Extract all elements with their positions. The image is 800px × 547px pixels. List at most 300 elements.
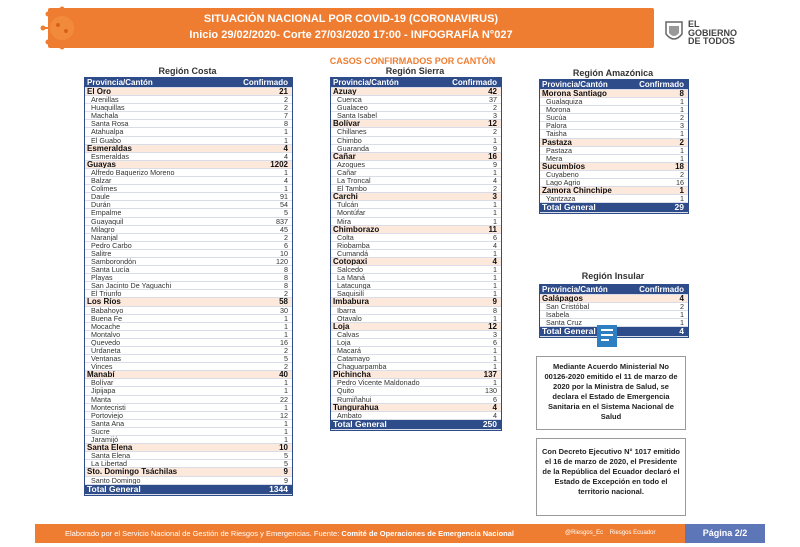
canton-row-value: 1 <box>680 154 684 163</box>
canton-row-value: 2 <box>284 96 288 105</box>
canton-row-name: Santa Ana <box>91 419 125 428</box>
province-row <box>85 161 292 169</box>
province-row-value: 10 <box>279 444 288 453</box>
canton-row-name: Isabela <box>546 311 570 320</box>
total-row <box>540 203 688 213</box>
canton-row <box>85 96 292 104</box>
canton-row <box>331 396 501 404</box>
canton-row-value: 8 <box>284 282 288 291</box>
canton-row-name: Babahoyo <box>91 306 124 315</box>
canton-row <box>85 347 292 355</box>
canton-row-value: 1 <box>493 282 497 291</box>
canton-row-name: Colta <box>337 233 354 242</box>
province-row-value: 18 <box>675 162 684 171</box>
canton-row-value: 1 <box>284 427 288 436</box>
canton-row-name: Catamayo <box>337 355 370 364</box>
canton-row <box>331 169 501 177</box>
canton-row-name: Vinces <box>91 363 113 372</box>
canton-row-name: Ventanas <box>91 355 121 364</box>
facebook-handle[interactable]: Riesgos Ecuador <box>609 530 656 536</box>
canton-row-name: Azogues <box>337 160 365 169</box>
canton-row <box>331 96 501 104</box>
province-row <box>331 153 501 161</box>
canton-row <box>85 307 292 315</box>
canton-row-name: Playas <box>91 274 113 283</box>
canton-row-value: 45 <box>280 225 288 234</box>
canton-row <box>331 128 501 136</box>
footer-social <box>565 530 655 536</box>
canton-row-value: 5 <box>284 452 288 461</box>
canton-row-name: Cañar <box>337 168 357 177</box>
province-row-name: Galápagos <box>542 295 583 303</box>
canton-row-value: 1 <box>284 330 288 339</box>
canton-row-name: Santa Lucía <box>91 266 130 275</box>
canton-row-name: Riobamba <box>337 241 370 250</box>
virus-icon <box>40 6 84 50</box>
canton-row <box>85 387 292 395</box>
canton-row-value: 2 <box>284 290 288 299</box>
canton-row-value: 1 <box>493 347 497 355</box>
canton-row-name: Santa Cruz <box>546 319 582 328</box>
canton-row-value: 16 <box>676 179 684 188</box>
canton-row-value: 30 <box>280 306 288 315</box>
canton-row-value: 1 <box>680 146 684 155</box>
canton-row-name: Milagro <box>91 225 115 234</box>
canton-row-value: 120 <box>276 257 288 266</box>
footer-credit <box>65 529 514 538</box>
footer-credit-text: Elaborado por el Servicio Nacional de Gestión de Riesgos y Emergencias. Fuente: <box>65 529 340 538</box>
province-row-name: Azuay <box>333 88 357 96</box>
amazonica-title: Región Amazónica <box>572 68 654 78</box>
province-row <box>540 163 688 171</box>
canton-row <box>85 120 292 128</box>
canton-row-name: Manta <box>91 395 111 404</box>
province-row-value: 4 <box>679 295 684 303</box>
canton-row <box>331 347 501 355</box>
province-row <box>85 88 292 96</box>
province-row <box>85 444 292 452</box>
canton-row-value: 5 <box>284 209 288 218</box>
canton-row-value: 4 <box>493 241 497 250</box>
note-emergencia-sanitaria: Mediante Acuerdo Ministerial No 00126-2020 emitido el 11 de marzo de 2020 por la Ministra de Salud, se declara el Estado de Emergencia Sanitaria en el Sistema Nacional de Salud <box>536 356 686 430</box>
canton-row-value: 8 <box>284 266 288 275</box>
canton-row-value: 2 <box>284 104 288 113</box>
canton-row-value: 12 <box>280 411 288 420</box>
canton-row <box>331 201 501 209</box>
canton-row-name: Santa Isabel <box>337 112 377 121</box>
canton-row <box>85 153 292 161</box>
canton-row <box>331 145 501 153</box>
province-row-name: Pastaza <box>542 138 572 147</box>
canton-row-value: 837 <box>276 217 288 226</box>
canton-row <box>331 412 501 420</box>
province-row <box>540 295 688 303</box>
canton-row <box>540 147 688 155</box>
canton-row-value: 1 <box>680 195 684 204</box>
canton-row-value: 1 <box>284 322 288 331</box>
canton-row-name: Ibarra <box>337 306 356 315</box>
canton-row-value: 10 <box>280 249 288 258</box>
canton-row-name: Gualaquiza <box>546 98 583 107</box>
canton-row <box>331 355 501 363</box>
province-row <box>85 145 292 153</box>
canton-row-name: Pedro Carbo <box>91 241 132 250</box>
total-row-value: 250 <box>482 419 497 429</box>
canton-row <box>85 104 292 112</box>
province-row <box>331 120 501 128</box>
canton-row-name: Buena Fe <box>91 314 123 323</box>
canton-row-name: Empalme <box>91 209 122 218</box>
canton-row-name: San Cristóbal <box>546 303 590 312</box>
province-row-value: 3 <box>492 193 497 202</box>
province-row <box>331 404 501 412</box>
canton-row-name: Mocache <box>91 322 121 331</box>
canton-row <box>85 420 292 428</box>
canton-row <box>85 315 292 323</box>
canton-row-value: 4 <box>493 411 497 420</box>
province-row-value: 9 <box>492 298 497 307</box>
canton-row-value: 37 <box>489 96 497 105</box>
canton-row-name: Calvas <box>337 330 359 339</box>
canton-row-name: San Jacinto De Yaguachi <box>91 282 172 291</box>
canton-row-value: 1 <box>680 106 684 115</box>
canton-row <box>331 331 501 339</box>
province-row-name: Zamora Chinchipe <box>542 187 612 196</box>
total-row <box>331 420 501 430</box>
canton-row <box>540 122 688 130</box>
province-row <box>540 90 688 98</box>
canton-row-value: 5 <box>284 355 288 364</box>
canton-row <box>85 177 292 185</box>
canton-row <box>85 234 292 242</box>
canton-row-name: Jaramijó <box>91 436 119 445</box>
canton-row-value: 1 <box>284 403 288 412</box>
page-number: Página 2/2 <box>685 524 765 543</box>
canton-row-value: 6 <box>284 241 288 250</box>
total-row-name: Total General <box>87 484 141 494</box>
canton-row <box>331 112 501 120</box>
header-title: SITUACIÓN NACIONAL POR COVID-19 (CORONAVIRUS) <box>203 13 499 25</box>
province-row-value: 21 <box>279 88 288 96</box>
twitter-handle[interactable]: @Riesgos_Ec <box>565 530 604 536</box>
canton-row-name: Guaranda <box>337 144 369 153</box>
province-row-name: Santa Elena <box>87 444 133 453</box>
canton-row-name: Quevedo <box>91 338 121 347</box>
canton-row-value: 8 <box>493 306 497 315</box>
province-row-name: Cotopaxi <box>333 257 368 266</box>
canton-row-value: 1 <box>493 201 497 210</box>
canton-row <box>85 339 292 347</box>
table-header-name: Provincia/Cantón <box>542 80 608 89</box>
canton-row <box>85 477 292 485</box>
canton-row <box>540 195 688 203</box>
total-row-value: 29 <box>674 203 684 213</box>
province-row <box>331 88 501 96</box>
canton-row-name: Huaquillas <box>91 104 125 113</box>
table-header-name: Provincia/Cantón <box>87 78 153 87</box>
canton-row-name: Quito <box>337 387 355 396</box>
canton-row-name: Esmeraldas <box>91 152 129 161</box>
canton-row-value: 2 <box>493 104 497 113</box>
canton-row-name: Salcedo <box>337 266 363 275</box>
casos-title: CASOS CONFIRMADOS POR CANTÓN <box>329 56 496 66</box>
canton-row-name: Urdaneta <box>91 347 121 355</box>
canton-row-value: 4 <box>284 152 288 161</box>
province-row-name: Carchi <box>333 193 358 202</box>
canton-row <box>85 258 292 266</box>
canton-row-name: Pedro Vicente Maldonado <box>337 379 420 388</box>
total-row-value: 4 <box>679 327 684 337</box>
canton-row-name: Morona <box>546 106 571 115</box>
canton-row-value: 1 <box>493 217 497 226</box>
canton-row-value: 1 <box>493 363 497 372</box>
canton-row <box>85 185 292 193</box>
canton-row-value: 3 <box>680 122 684 131</box>
canton-row-name: Yantzaza <box>546 195 576 204</box>
canton-row-value: 91 <box>280 193 288 202</box>
canton-row-name: Gualaceo <box>337 104 368 113</box>
canton-row-name: Durán <box>91 201 111 210</box>
canton-row <box>331 185 501 193</box>
province-row-value: 4 <box>492 257 497 266</box>
canton-row-name: Atahualpa <box>91 128 124 137</box>
canton-row <box>331 290 501 298</box>
header-subtitle: Inicio 29/02/2020- Corte 27/03/2020 17:00 - INFOGRAFÍA N°027 <box>189 29 513 41</box>
canton-row-name: Sucúa <box>546 114 567 123</box>
province-row-name: Pichincha <box>333 371 371 380</box>
canton-row <box>85 379 292 387</box>
total-row-name: Total General <box>542 327 596 337</box>
province-row-name: Loja <box>333 322 350 331</box>
canton-row-name: El Tambo <box>337 185 367 194</box>
canton-row-value: 1 <box>284 185 288 194</box>
logo-line-2: GOBIERNO <box>688 27 738 38</box>
table-header-value: Confirmado <box>243 78 288 87</box>
total-row-name: Total General <box>542 203 596 213</box>
canton-row <box>540 114 688 122</box>
canton-row <box>331 234 501 242</box>
province-row-value: 9 <box>283 468 288 477</box>
canton-row-name: Pastaza <box>546 146 572 155</box>
logo-line-3: DE TODOS <box>688 36 735 46</box>
canton-row-value: 9 <box>493 160 497 169</box>
province-row-value: 8 <box>679 90 684 98</box>
canton-row-value: 1 <box>493 290 497 299</box>
canton-row <box>85 428 292 436</box>
province-row <box>331 226 501 234</box>
canton-row-name: Montalvo <box>91 330 121 339</box>
canton-row <box>85 250 292 258</box>
canton-row <box>85 290 292 298</box>
province-row-value: 40 <box>279 371 288 380</box>
table-header-name: Provincia/Cantón <box>333 78 399 87</box>
canton-row <box>85 201 292 209</box>
canton-row-value: 2 <box>680 170 684 179</box>
province-row-name: Morona Santiago <box>542 90 607 98</box>
canton-row <box>85 363 292 371</box>
canton-row-value: 1 <box>284 136 288 145</box>
canton-row <box>540 171 688 179</box>
canton-row-name: El Triunfo <box>91 290 122 299</box>
coat-of-arms-icon <box>664 20 684 44</box>
canton-row <box>85 460 292 468</box>
canton-row-value: 8 <box>284 120 288 129</box>
province-row-value: 4 <box>283 144 288 153</box>
canton-row-value: 1 <box>680 311 684 320</box>
province-row <box>331 323 501 331</box>
canton-row <box>85 242 292 250</box>
footer-source: Comité de Operaciones de Emergencia Nacional <box>341 529 514 538</box>
canton-row-name: Cuyabeno <box>546 170 579 179</box>
canton-row-value: 6 <box>493 233 497 242</box>
canton-row <box>85 128 292 136</box>
canton-row-value: 1 <box>493 274 497 283</box>
costa-table <box>84 77 293 496</box>
canton-row-name: Lago Agrio <box>546 179 581 188</box>
province-row-name: El Oro <box>87 88 112 96</box>
canton-row-value: 1 <box>284 379 288 388</box>
canton-row-value: 1 <box>493 379 497 388</box>
canton-row-name: Chillanes <box>337 128 367 137</box>
costa-title: Región Costa <box>158 66 217 76</box>
table-header <box>85 78 292 88</box>
province-row-name: Guayas <box>87 160 116 169</box>
canton-row <box>85 209 292 217</box>
province-row-value: 16 <box>488 152 497 161</box>
province-row <box>331 371 501 379</box>
canton-row-value: 9 <box>493 144 497 153</box>
province-row <box>85 371 292 379</box>
canton-row <box>85 137 292 145</box>
canton-row-name: Otavalo <box>337 314 362 323</box>
canton-row-name: Loja <box>337 338 351 347</box>
canton-row-value: 2 <box>680 114 684 123</box>
canton-row-name: Colimes <box>91 185 117 194</box>
canton-row-value: 1 <box>284 314 288 323</box>
canton-row-value: 1 <box>493 266 497 275</box>
logo-line-1: EL <box>688 19 700 29</box>
province-row-name: Esmeraldas <box>87 144 132 153</box>
canton-row <box>85 266 292 274</box>
government-logo <box>664 20 784 56</box>
canton-row <box>331 242 501 250</box>
canton-row-value: 2 <box>284 363 288 372</box>
canton-row <box>540 106 688 114</box>
sierra-title: Región Sierra <box>385 66 445 76</box>
canton-row-value: 1 <box>680 130 684 139</box>
canton-row-name: Daule <box>91 193 110 202</box>
canton-row-name: Chaguarpamba <box>337 363 387 372</box>
province-row <box>331 193 501 201</box>
canton-row <box>85 355 292 363</box>
canton-row <box>331 363 501 371</box>
canton-row-name: La Troncal <box>337 177 371 186</box>
canton-row <box>540 130 688 138</box>
canton-row <box>331 250 501 258</box>
canton-row <box>85 169 292 177</box>
canton-row-value: 1 <box>680 319 684 328</box>
canton-row-value: 1 <box>493 136 497 145</box>
canton-row-name: Bolívar <box>91 379 114 388</box>
province-row-value: 137 <box>483 371 497 380</box>
canton-row-value: 1 <box>680 98 684 107</box>
canton-row <box>331 177 501 185</box>
province-row-name: Cañar <box>333 152 356 161</box>
province-row-value: 12 <box>488 322 497 331</box>
canton-row <box>540 303 688 311</box>
canton-row <box>85 282 292 290</box>
canton-row-name: Chimbo <box>337 136 362 145</box>
canton-row <box>85 396 292 404</box>
canton-row <box>331 315 501 323</box>
canton-row <box>85 323 292 331</box>
canton-row-name: Portoviejo <box>91 411 123 420</box>
canton-row <box>331 379 501 387</box>
canton-row <box>331 209 501 217</box>
province-row-name: Tungurahua <box>333 403 379 412</box>
table-header <box>540 80 688 90</box>
canton-row-value: 6 <box>493 395 497 404</box>
canton-row-value: 5 <box>284 460 288 469</box>
canton-row <box>85 412 292 420</box>
province-row-value: 1202 <box>270 160 288 169</box>
total-row-name: Total General <box>333 419 387 429</box>
canton-row <box>331 307 501 315</box>
canton-row-name: Macará <box>337 347 361 355</box>
canton-row-value: 54 <box>280 201 288 210</box>
table-header-value: Confirmado <box>452 78 497 87</box>
province-row-value: 4 <box>492 403 497 412</box>
total-row-value: 1344 <box>269 484 288 494</box>
canton-row <box>85 331 292 339</box>
canton-row <box>540 98 688 106</box>
canton-row <box>540 155 688 163</box>
table-header <box>331 78 501 88</box>
canton-row-value: 1 <box>284 419 288 428</box>
canton-row-name: La Maná <box>337 274 365 283</box>
canton-row-value: 1 <box>284 128 288 137</box>
canton-row-name: Cumandá <box>337 249 369 258</box>
canton-row <box>540 179 688 187</box>
canton-row-value: 2 <box>284 233 288 242</box>
canton-row <box>331 387 501 395</box>
canton-row-value: 8 <box>284 274 288 283</box>
table-header-value: Confirmado <box>639 80 684 89</box>
province-row-name: Sucumbíos <box>542 162 586 171</box>
canton-row-name: Santa Elena <box>91 452 131 461</box>
province-row-value: 42 <box>488 88 497 96</box>
total-row <box>85 485 292 495</box>
province-row <box>331 298 501 306</box>
canton-row-value: 1 <box>493 355 497 364</box>
province-row-value: 2 <box>679 138 684 147</box>
province-row-name: Chimborazo <box>333 225 380 234</box>
canton-row-name: Santa Rosa <box>91 120 129 129</box>
province-row-value: 58 <box>279 298 288 307</box>
canton-row-name: Latacunga <box>337 282 371 291</box>
canton-row-name: Mera <box>546 154 563 163</box>
canton-row-value: 3 <box>493 112 497 121</box>
canton-row <box>85 452 292 460</box>
canton-row <box>85 274 292 282</box>
canton-row <box>331 137 501 145</box>
canton-row-name: Machala <box>91 112 119 121</box>
canton-row-name: Salitre <box>91 249 112 258</box>
canton-row-name: Sucre <box>91 427 110 436</box>
province-row-name: Manabí <box>87 371 115 380</box>
canton-row-name: Alfredo Baquerizo Moreno <box>91 168 175 177</box>
province-row-value: 1 <box>679 187 684 196</box>
